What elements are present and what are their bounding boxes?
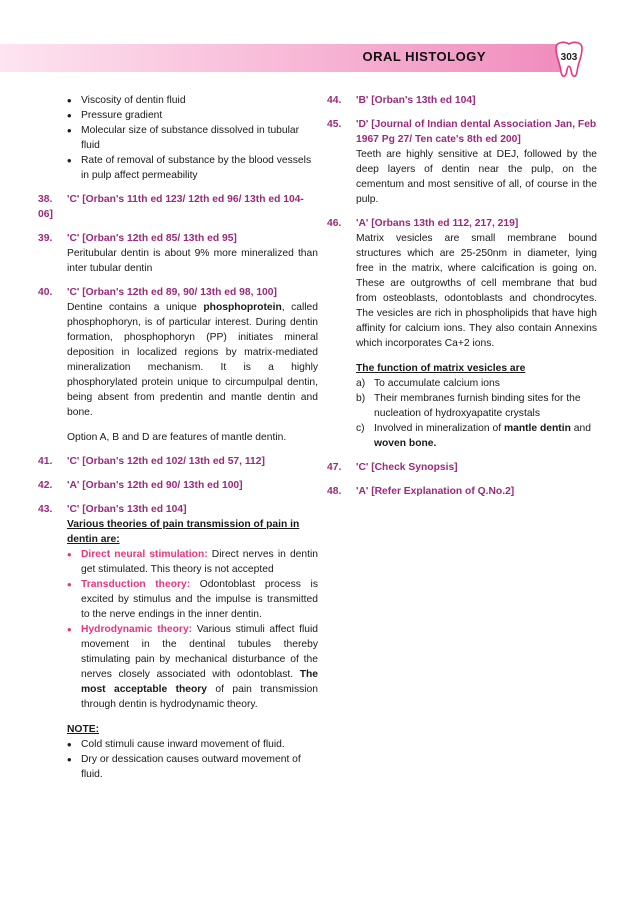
list-item: • Molecular size of substance dissolved in tubular fluid [67,123,318,153]
list-item: • Rate of removal of substance by the blood vessels in pulp affect permeability [67,153,318,183]
option-note: Option A, B and D are features of mantle dentin. [67,432,287,443]
answer-45 [327,117,597,207]
list-item: • Viscosity of dentin fluid [67,93,318,108]
list-item: • Hydrodynamic theory: Various stimuli affect fluid movement in the dentinal tubules thereby stimulating pain by mechanical disturbance of the nerves closely associated with odontoblast. The most acceptable theory of pain transmission through dentin is hydrodynamic theory. [67,622,318,712]
list-item: • Cold stimuli cause inward movement of fluid. [67,737,318,752]
right-column [327,93,597,508]
question-number: 42. [38,480,53,491]
explanation-text: Dentine contains a unique phosphoprotein, called phosphophoryn, is of particular interest. During dentin formation, phosphophoryn (PP) initiates mineral deposition in localized regions by matrix-mediated mineralization mechanism. It is a highly phosphorylated protein unique to circumpulpal dentin, being absent from predentin and mantle dentin and bone. [67,302,318,418]
question-number: 41. [38,456,53,467]
explanation-text: Peritubular dentin is about 9% more mineralized than inter tubular dentin [67,248,318,274]
left-column [38,93,318,782]
answer-38 [38,192,318,222]
question-number: 47. [327,462,342,473]
answer-reference: 'C' [Orban's 11th ed 123/ 12th ed 96/ 13th ed 104-06] [38,194,304,220]
answer-reference: 'C' [Orban's 12th ed 85/ 13th ed 95] [67,233,237,244]
answer-reference: 'A' [Orban's 12th ed 90/ 13th ed 100] [67,480,243,491]
explanation-text: Matrix vesicles are small membrane bound structures which are 25-250nm in diameter, lying free in the matrix, where calcification is going on. These are outgrowths of cell membrane that bud from osteoblasts, odontoblasts and chondrocytes. The vesicles are rich in phospholipids that have high affinity for calcium ions. They also contain Annexins which incorporates Ca+2 ions. [356,233,597,349]
answer-43 [38,502,318,782]
question-number: 39. [38,233,53,244]
page-number: 303 [560,52,578,63]
answer-reference: 'C' [Orban's 12th ed 89, 90/ 13th ed 98, 100] [67,287,277,298]
list-item: b) Their membranes furnish binding sites for the nucleation of hydroxyapatite crystals [356,393,581,419]
answer-41 [38,454,318,469]
answer-48 [327,484,597,499]
function-list [327,376,597,451]
question-number: 48. [327,486,342,497]
answer-reference: 'A' [Orbans 13th ed 112, 217, 219] [356,218,519,229]
explanation-text: Teeth are highly sensitive at DEJ, followed by the deep layers of dentin near the pulp, on the cementum and most sensitive of all, of course in the pulp. [356,149,597,205]
question-number: 44. [327,95,342,106]
list-item: a) To accumulate calcium ions [356,378,500,389]
answer-42 [38,478,318,493]
answer-reference: 'C' [Orban's 13th ed 104] [67,504,187,515]
answer-reference: 'C' [Check Synopsis] [356,462,458,473]
question-number: 46. [327,218,342,229]
section-heading: The function of matrix vesicles are [356,363,526,374]
list-item: • Dry or dessication causes outward movement of fluid. [67,752,318,782]
answer-reference: 'B' [Orban's 13th ed 104] [356,95,476,106]
answer-46 [327,216,597,451]
theory-list [38,547,318,712]
answer-reference: 'D' [Journal of Indian dental Association Jan, Feb 1967 Pg 27/ Ten cate's 8th ed 200] [356,119,597,145]
note-list [38,737,318,782]
section-heading: Various theories of pain transmission of pain in dentin are: [67,519,300,545]
list-item: c) Involved in mineralization of mantle dentin and woven bone. [356,423,591,449]
answer-47 [327,460,597,475]
intro-bullet-list [38,93,318,183]
question-number: 40. [38,287,53,298]
answer-44 [327,93,597,108]
list-item: • Direct neural stimulation: Direct nerves in dentin get stimulated. This theory is not accepted [67,547,318,577]
answer-reference: 'A' [Refer Explanation of Q.No.2] [356,486,515,497]
answer-40 [38,285,318,445]
note-heading: NOTE: [67,724,100,735]
question-number: 45. [327,119,342,130]
list-item: • Pressure gradient [67,108,318,123]
page-title: ORAL HISTOLOGY [362,49,486,64]
question-number: 43. [38,504,53,515]
list-item: • Transduction theory: Odontoblast process is excited by stimulus and the impulse is transmitted to the nerve endings in the inner dentin. [67,577,318,622]
answer-reference: 'C' [Orban's 12th ed 102/ 13th ed 57, 112] [67,456,265,467]
question-number: 38. [38,194,53,205]
answer-39 [38,231,318,276]
